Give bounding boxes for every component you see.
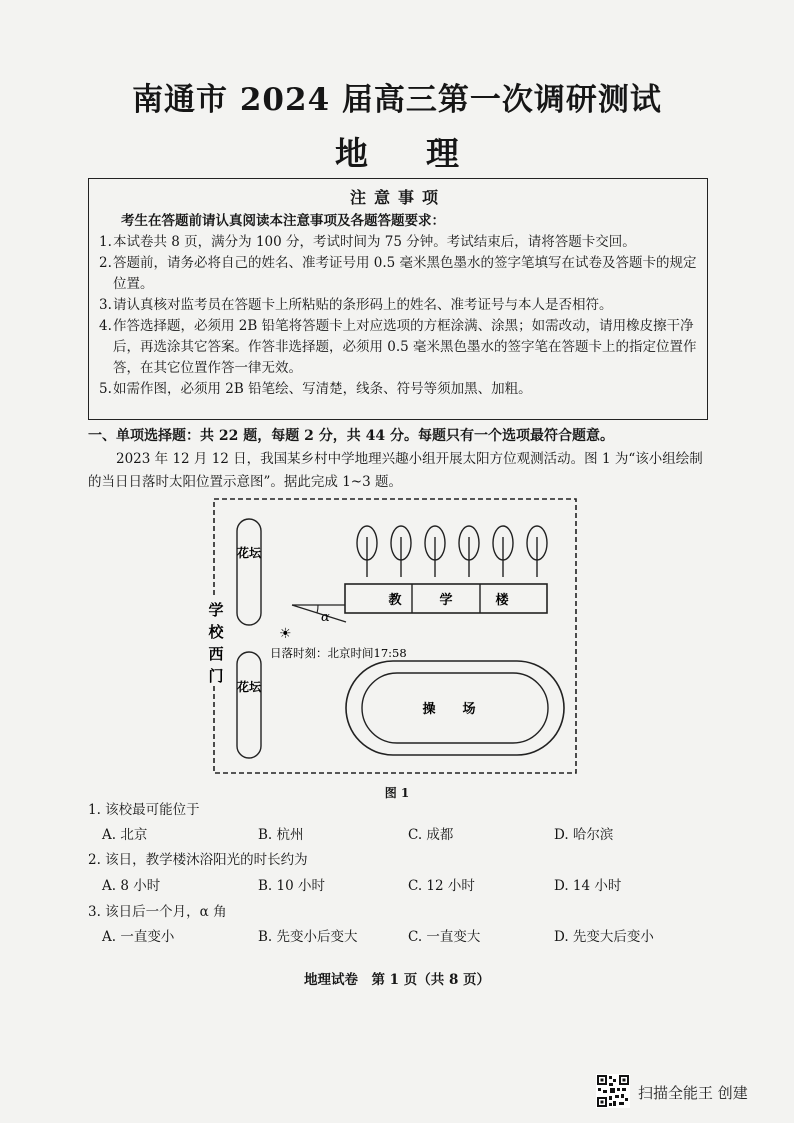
notice-item-number: 3. (99, 297, 112, 313)
tree-icon (391, 526, 411, 577)
option-a: A. 一直变小 (102, 929, 175, 945)
sun-icon-text: ☀ (279, 626, 292, 642)
option-c: C. 12 小时 (408, 878, 475, 894)
exam-title: 南通市 2024 届高三第一次调研测试 (132, 82, 662, 118)
gate-label-char: 校 (208, 623, 224, 641)
notice-item (99, 295, 697, 316)
option-a: A. 8 小时 (102, 878, 161, 894)
track-char (462, 701, 475, 717)
alpha-label-text: α (321, 610, 330, 625)
building-char (495, 592, 509, 608)
track-char-text: 操 (422, 702, 436, 717)
tree-row (357, 526, 547, 577)
notice-item-number: 2. (99, 255, 112, 271)
notice-box (88, 178, 708, 420)
notice-item (99, 316, 697, 379)
qr-code-icon (596, 1074, 630, 1108)
figure-caption: 图 1 (384, 786, 410, 800)
watermark-text: 扫描全能王 创建 (638, 1084, 748, 1102)
track-char (422, 701, 435, 717)
gate-label-char: 门 (208, 667, 224, 685)
flowerbed-south (237, 652, 261, 758)
question-stem: 2. 该日，教学楼沐浴阳光的时长约为 (88, 852, 308, 868)
flowerbed-label-text: 花坛 (236, 546, 262, 560)
option-b: B. 10 小时 (258, 878, 325, 894)
alpha-label (321, 610, 330, 625)
building-char (439, 592, 452, 608)
option-d: D. 先变大后变小 (554, 929, 654, 945)
notice-item-number: 4. (99, 318, 112, 334)
notice-item (99, 253, 697, 295)
question-stem: 1. 该校最可能位于 (88, 802, 200, 818)
tree-icon (459, 526, 479, 577)
sunset-time-label (270, 646, 407, 660)
question-intro: 2023 年 12 月 12 日，我国某乡村中学地理兴趣小组开展太阳方位观测活动。图 1 为“该小组绘制的当日日落时太阳位置示意图”。据此完成 1~3 题。 (88, 451, 703, 490)
option-b: B. 先变小后变大 (258, 929, 358, 945)
option-b: B. 杭州 (258, 827, 304, 843)
tree-icon (425, 526, 445, 577)
notice-title: 注意事项 (349, 188, 446, 207)
notice-item-number: 1. (99, 234, 112, 250)
sunset-time-text: 日落时刻：北京时间17:58 (270, 646, 407, 660)
flowerbed-label (236, 679, 262, 694)
track-inner (362, 673, 548, 743)
notice-item-number: 5. (99, 381, 112, 397)
notice-item-text: 作答选择题，必须用 2B 铅笔将答题卡上对应选项的方框涂满、涂黑；如需改动，请用橡皮擦干净后，再选涂其它答案。作答非选择题，必须用 0.5 毫米黑色墨水的签字笔在答题卡上的指定位置作答，在其它位置作答一律无效。 (113, 318, 697, 376)
building-char-text: 楼 (495, 593, 509, 608)
flowerbed-label (236, 545, 262, 560)
tree-icon (493, 526, 513, 577)
option-d: D. 哈尔滨 (554, 827, 614, 843)
notice-item-text: 如需作图，必须用 2B 铅笔绘、写清楚，线条、符号等须加黑、加粗。 (113, 381, 532, 397)
option-c: C. 成都 (408, 827, 454, 843)
flowerbed-label-text: 花坛 (236, 680, 262, 694)
notice-intro: 考生在答题前请认真阅读本注意事项及各题答题要求： (121, 213, 445, 229)
notice-item-text: 答题前，请务必将自己的姓名、准考证号用 0.5 毫米黑色墨水的签字笔填写在试卷及答题卡的规定位置。 (113, 255, 697, 292)
gate-label-char: 学 (208, 601, 224, 619)
track-char-text: 场 (462, 702, 476, 717)
track-outer (346, 661, 564, 755)
campus-diagram (208, 497, 578, 775)
subject-title: 地理 (335, 134, 517, 173)
alpha-arc (317, 605, 318, 613)
sun-icon (279, 626, 292, 642)
option-d: D. 14 小时 (554, 878, 622, 894)
section-heading: 一、单项选择题：共 22 题，每题 2 分，共 44 分。每题只有一个选项最符合题意。 (88, 428, 614, 444)
building-char-text: 教 (388, 593, 402, 608)
question-stem: 3. 该日后一个月，α 角 (88, 904, 227, 920)
notice-item-text: 请认真核对监考员在答题卡上所粘贴的条形码上的姓名、准考证号与本人是否相符。 (113, 297, 613, 313)
building-char-text: 学 (439, 593, 453, 608)
option-c: C. 一直变大 (408, 929, 481, 945)
scanner-watermark (596, 1074, 786, 1114)
building-char (387, 592, 402, 608)
tree-icon (527, 526, 547, 577)
notice-item (99, 232, 697, 253)
notice-item (99, 379, 697, 400)
page-footer: 地理试卷 第 1 页（共 8 页） (303, 972, 491, 988)
gate-label-char: 西 (208, 645, 224, 663)
option-a: A. 北京 (102, 827, 148, 843)
tree-icon (357, 526, 377, 577)
notice-item-text: 本试卷共 8 页，满分为 100 分，考试时间为 75 分钟。考试结束后，请将答题卡交回。 (113, 234, 636, 250)
flowerbed-north (237, 519, 261, 625)
sun-ray-line (292, 605, 346, 622)
